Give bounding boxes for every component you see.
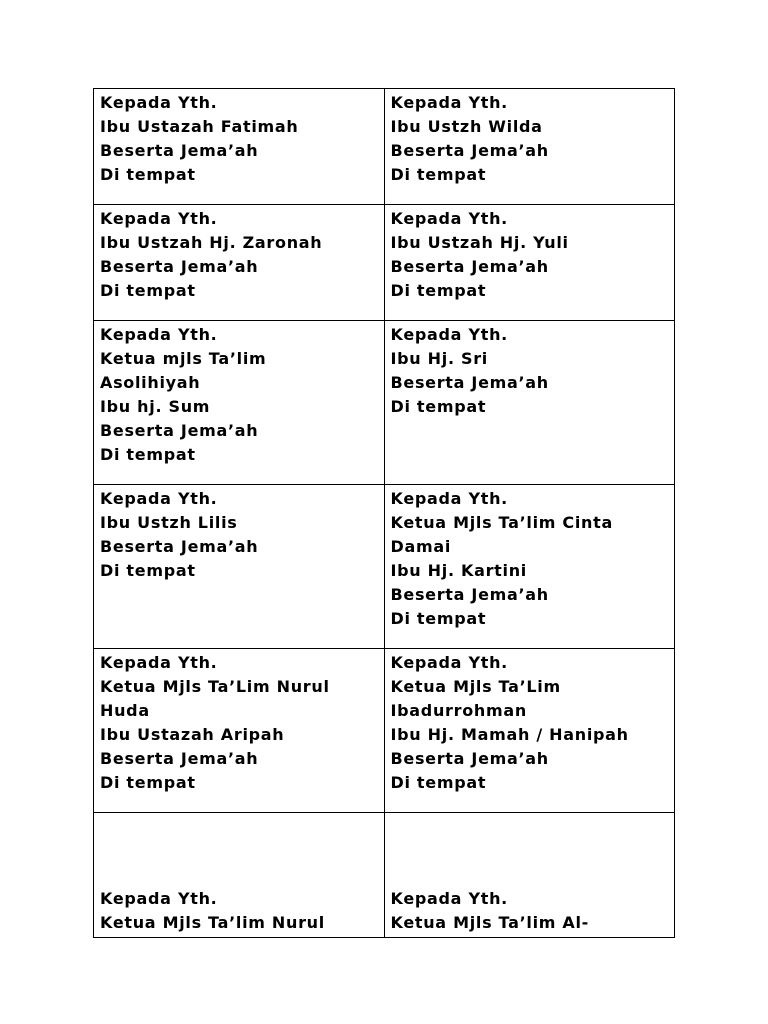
label-line: Ibu Ustazah Fatimah	[100, 117, 299, 136]
label-line: Ibu Ustzah Hj. Zaronah	[100, 233, 323, 252]
label-line: Ibu Ustazah Aripah	[100, 725, 285, 744]
label-line: Kepada Yth.	[100, 889, 218, 908]
label-line: Ibu Ustzh Wilda	[390, 117, 543, 136]
address-label-left	[94, 485, 385, 649]
address-label-right	[384, 89, 675, 205]
label-line: Kepada Yth.	[390, 325, 508, 344]
label-line: Beserta Jema’ah	[100, 749, 259, 768]
label-row	[94, 485, 675, 649]
label-line: Ibu Hj. Kartini	[390, 561, 527, 580]
address-label-right	[384, 813, 675, 938]
label-line: Kepada Yth.	[100, 489, 218, 508]
label-line: Kepada Yth.	[390, 653, 508, 672]
label-line: Beserta Jema’ah	[100, 537, 259, 556]
label-row	[94, 813, 675, 938]
label-line: Ibu Ustzah Hj. Yuli	[390, 233, 569, 252]
label-line: Ibu Ustzh Lilis	[100, 513, 238, 532]
label-line: Beserta Jema’ah	[100, 421, 259, 440]
label-line: Beserta Jema’ah	[390, 257, 549, 276]
address-label-right	[384, 485, 675, 649]
label-line: Ibu hj. Sum	[100, 397, 211, 416]
label-line: Ibu Hj. Mamah / Hanipah	[390, 725, 629, 744]
label-line: Di tempat	[390, 165, 487, 184]
label-line: Ketua Mjls Ta’Lim Nurul	[100, 677, 330, 696]
address-label-left	[94, 649, 385, 813]
label-line: Beserta Jema’ah	[390, 141, 549, 160]
label-line: Kepada Yth.	[390, 489, 508, 508]
label-line: Di tempat	[390, 609, 487, 628]
label-line: Beserta Jema’ah	[100, 257, 259, 276]
label-row	[94, 321, 675, 485]
label-line: Beserta Jema’ah	[390, 373, 549, 392]
label-row	[94, 89, 675, 205]
address-label-right	[384, 649, 675, 813]
address-label-left	[94, 205, 385, 321]
address-label-table	[93, 88, 675, 938]
label-line: Kepada Yth.	[100, 209, 218, 228]
label-line: Kepada Yth.	[100, 93, 218, 112]
label-line: Kepada Yth.	[390, 209, 508, 228]
label-line: Ketua Mjls Ta’Lim	[390, 677, 561, 696]
label-line: Di tempat	[390, 397, 487, 416]
label-rows	[94, 89, 675, 938]
label-line: Di tempat	[390, 773, 487, 792]
label-line: Ketua Mjls Ta’lim Nurul	[100, 913, 325, 932]
label-line: Kepada Yth.	[100, 653, 218, 672]
label-line: Ibu Hj. Sri	[390, 349, 488, 368]
label-line: Beserta Jema’ah	[100, 141, 259, 160]
label-line: Ketua Mjls Ta’lim Cinta	[390, 513, 613, 532]
address-label-left	[94, 89, 385, 205]
label-line: Asolihiyah	[100, 373, 201, 392]
label-line: Di tempat	[100, 561, 196, 580]
label-line: Di tempat	[100, 445, 196, 464]
address-label-left	[94, 813, 385, 938]
label-line: Di tempat	[390, 281, 487, 300]
label-line: Di tempat	[100, 773, 196, 792]
address-label-right	[384, 321, 675, 485]
label-line: Di tempat	[100, 165, 196, 184]
label-line: Damai	[390, 537, 452, 556]
label-row	[94, 205, 675, 321]
address-label-right	[384, 205, 675, 321]
address-label-left	[94, 321, 385, 485]
label-line: Ketua mjls Ta’lim	[100, 349, 267, 368]
label-line: Kepada Yth.	[390, 93, 508, 112]
label-line: Ibadurrohman	[390, 701, 527, 720]
label-line: Beserta Jema’ah	[390, 749, 549, 768]
label-line: Huda	[100, 701, 150, 720]
label-line: Kepada Yth.	[100, 325, 218, 344]
label-line: Kepada Yth.	[390, 889, 508, 908]
label-line: Beserta Jema’ah	[390, 585, 549, 604]
label-line: Ketua Mjls Ta’lim Al-	[390, 913, 590, 932]
label-row	[94, 649, 675, 813]
label-line: Di tempat	[100, 281, 196, 300]
